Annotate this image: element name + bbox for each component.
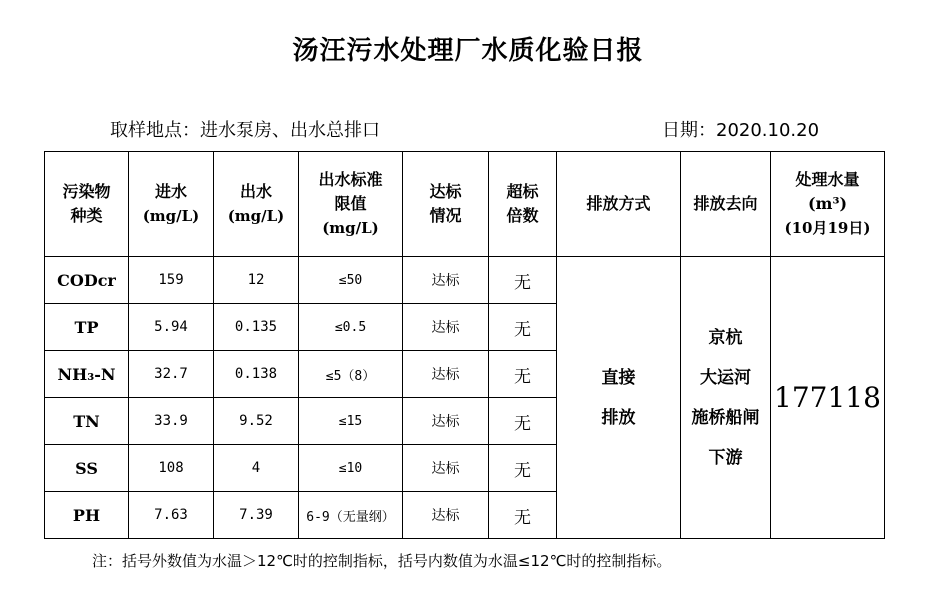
header-effluent-line1: 出水 (239, 182, 272, 201)
effluent-cell: 9.52 (214, 398, 299, 445)
discharge-to-line2: 大运河 (700, 367, 751, 388)
header-pollutant-line2: 种类 (70, 206, 103, 225)
treated-volume-cell: 177118 (771, 257, 885, 539)
header-volume-line1: 处理水量 (795, 170, 860, 189)
status-cell: 达标 (403, 445, 489, 492)
sampling-location: 取样地点：进水泵房、出水总排口 (110, 120, 380, 141)
header-pollutant (45, 152, 129, 257)
header-effluent (214, 152, 299, 257)
header-limit-line1: 出水标准 (318, 170, 383, 189)
discharge-method-line1: 直接 (601, 367, 636, 388)
param-cell: TN (45, 398, 129, 445)
exceed-cell: 无 (489, 398, 557, 445)
header-discharge-method: 排放方式 (557, 152, 681, 257)
influent-cell: 159 (129, 257, 214, 304)
header-discharge-to: 排放去向 (681, 152, 771, 257)
influent-cell: 5.94 (129, 304, 214, 351)
param-cell: PH (45, 492, 129, 539)
status-cell: 达标 (403, 492, 489, 539)
header-exceed (489, 152, 557, 257)
header-volume-unit: (m³) (807, 194, 848, 213)
header-effluent-unit: (mg/L) (227, 207, 285, 225)
discharge-to-line4: 下游 (708, 447, 743, 468)
status-cell: 达标 (403, 398, 489, 445)
effluent-cell: 12 (214, 257, 299, 304)
header-status-line1: 达标 (429, 182, 462, 201)
exceed-cell: 无 (489, 492, 557, 539)
effluent-cell: 4 (214, 445, 299, 492)
header-influent (129, 152, 214, 257)
header-limit (299, 152, 403, 257)
footnote: 注：括号外数值为水温＞12℃时的控制指标，括号内数值为水温≤12℃时的控制指标。 (92, 552, 672, 570)
header-status-line2: 情况 (429, 206, 462, 225)
status-cell: 达标 (403, 257, 489, 304)
status-cell: 达标 (403, 351, 489, 398)
limit-cell: ≤5（8） (299, 351, 403, 398)
discharge-to-cell (681, 257, 771, 539)
param-cell: CODcr (45, 257, 129, 304)
header-status (403, 152, 489, 257)
header-volume-date: (10月19日) (784, 219, 871, 237)
header-limit-line2: 限值 (334, 194, 367, 213)
effluent-cell: 7.39 (214, 492, 299, 539)
table-header-row (45, 152, 885, 257)
influent-cell: 7.63 (129, 492, 214, 539)
report-title: 汤汪污水处理厂水质化验日报 (292, 36, 644, 66)
exceed-cell: 无 (489, 257, 557, 304)
water-quality-table (44, 151, 885, 539)
header-exceed-line2: 倍数 (506, 206, 539, 225)
influent-cell: 33.9 (129, 398, 214, 445)
effluent-cell: 0.135 (214, 304, 299, 351)
exceed-cell: 无 (489, 445, 557, 492)
influent-cell: 32.7 (129, 351, 214, 398)
header-influent-unit: (mg/L) (142, 207, 200, 225)
discharge-method-cell (557, 257, 681, 539)
param-cell: TP (45, 304, 129, 351)
effluent-cell: 0.138 (214, 351, 299, 398)
limit-cell: ≤15 (299, 398, 403, 445)
header-influent-line1: 进水 (154, 182, 187, 201)
table-row (45, 257, 885, 304)
header-limit-unit: (mg/L) (322, 219, 379, 237)
discharge-method-line2: 排放 (601, 407, 636, 428)
header-volume (771, 152, 885, 257)
param-cell: NH₃-N (45, 351, 129, 398)
discharge-to-line1: 京杭 (708, 327, 743, 348)
limit-cell: ≤10 (299, 445, 403, 492)
limit-cell: ≤50 (299, 257, 403, 304)
header-pollutant-line1: 污染物 (62, 182, 111, 201)
report-date: 日期：2020.10.20 (662, 120, 820, 141)
exceed-cell: 无 (489, 351, 557, 398)
discharge-to-line3: 施桥船闸 (691, 407, 760, 428)
header-exceed-line1: 超标 (506, 182, 539, 201)
influent-cell: 108 (129, 445, 214, 492)
limit-cell: ≤0.5 (299, 304, 403, 351)
limit-cell: 6-9（无量纲） (299, 492, 403, 539)
exceed-cell: 无 (489, 304, 557, 351)
status-cell: 达标 (403, 304, 489, 351)
param-cell: SS (45, 445, 129, 492)
